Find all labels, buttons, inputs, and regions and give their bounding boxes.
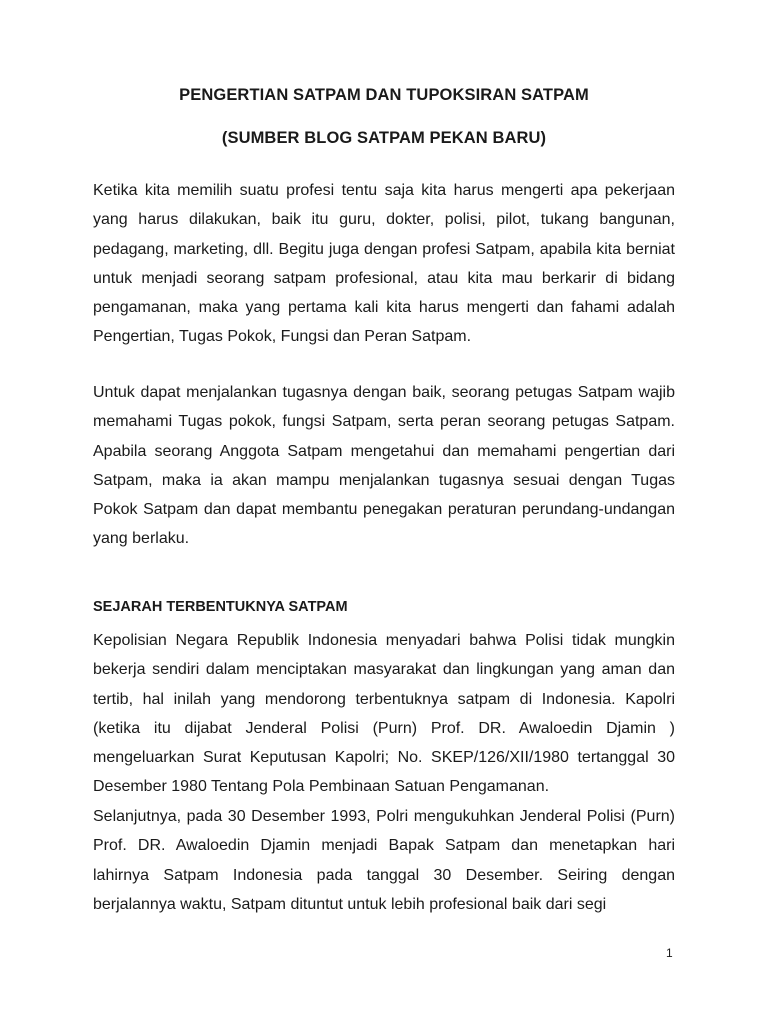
- paragraph-intro: Ketika kita memilih suatu profesi tentu saja kita harus mengerti apa pekerjaan yang harus dilakukan, baik itu guru, dokter, polisi, pilot, tukang bangunan, pedagang, marketing, dll. Begitu juga dengan profesi Satpam, apabila kita berniat untuk menjadi seorang satpam profesional, atau kita mau berkarir di bidang pengamanan, maka yang pertama kali kita harus mengerti dan fahami adalah Pengertian, Tugas Pokok, Fungsi dan Peran Satpam.: [93, 182, 675, 346]
- paragraph-duties: Untuk dapat menjalankan tugasnya dengan baik, seorang petugas Satpam wajib memahami Tugas pokok, fungsi Satpam, serta peran seorang petugas Satpam. Apabila seorang Anggota Satpam mengetahui dan memahami pengertian dari Satpam, maka ia akan mampu menjalankan tugasnya sesuai dengan Tugas Pokok Satpam dan dapat membantu penegakan peraturan perundang-undangan yang berlaku.: [93, 384, 675, 548]
- section-heading-history: SEJARAH TERBENTUKNYA SATPAM: [93, 599, 348, 615]
- page-number: 1: [666, 946, 673, 960]
- document-title: PENGERTIAN SATPAM DAN TUPOKSIRAN SATPAM: [179, 86, 589, 104]
- document-subtitle: (SUMBER BLOG SATPAM PEKAN BARU): [221, 129, 547, 147]
- paragraph-history-1: Kepolisian Negara Republik Indonesia menyadari bahwa Polisi tidak mungkin bekerja sendiri dalam menciptakan masyarakat dan lingkungan yang aman dan tertib, hal inilah yang mendorong terbentuknya satpam di Indonesia. Kapolri (ketika itu dijabat Jenderal Polisi (Purn) Prof. DR. Awaloedin Djamin ) mengeluarkan Surat Keputusan Kapolri; No. SKEP/126/XII/1980 tertanggal 30 Desember 1980 Tentang Pola Pembinaan Satuan Pengamanan.: [93, 632, 675, 796]
- paragraph-history-2: Selanjutnya, pada 30 Desember 1993, Polri mengukuhkan Jenderal Polisi (Purn) Prof. DR. Awaloedin Djamin menjadi Bapak Satpam dan menetapkan hari lahirnya Satpam Indonesia pada tanggal 30 Desember. Seiring dengan berjalannya waktu, Satpam dituntut untuk lebih profesional baik dari segi: [93, 808, 675, 913]
